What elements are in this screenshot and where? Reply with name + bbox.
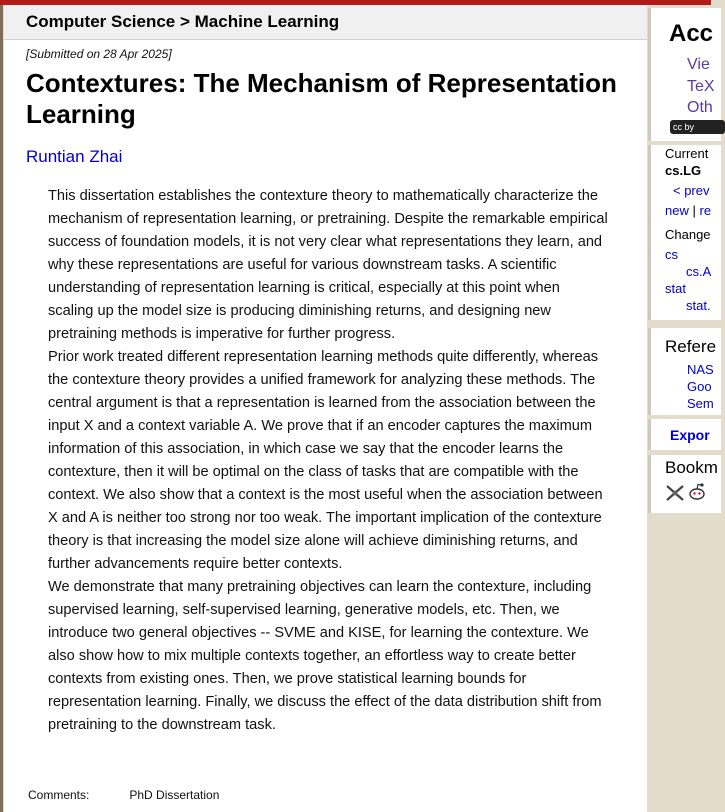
abstract-paragraph: We demonstrate that many pretraining objectives can learn the contexture, including supervised learning, self-supervised learning, generative models, etc. Then, we introduce two general objectives -- SVME and KISE, for learning the contexture. We also show how to mix multiple contexts together, an effortless way to create better contexts from existing ones. Then, we prove statistical learning bounds for representation learning. Finally, we discuss the effect of the data distribution shift from pretraining to the downstream task. [48,579,602,733]
browse-category: cs.LG [665,163,702,178]
main-content [4,5,647,812]
page-title: Contextures: The Mechanism of Representation Learning [26,68,617,129]
view-pdf-link[interactable]: Vie [687,56,710,73]
browse-cat-stat[interactable]: stat [665,281,686,296]
nasa-ads-link[interactable]: NAS [687,362,714,377]
submission-date: [Submitted on 28 Apr 2025] [26,47,172,61]
access-heading: Acc [669,20,714,47]
comments-label: Comments: [28,788,90,802]
sidebar [647,5,718,812]
reddit-icon[interactable] [687,482,707,502]
breadcrumb[interactable]: Computer Science > Machine Learning [4,5,647,40]
comments-row [28,788,219,802]
bookmark-heading: Bookm [665,458,718,477]
references-box [648,328,721,415]
prev-link[interactable]: < prev [673,183,710,198]
abstract-paragraph: This dissertation establishes the contexture theory to mathematically characterize the mechanism of representation learning, or pretraining. Despite the remarkable empirical success of foundation models, it is not very clear what representations they learn, and why these representations are useful for various downstream tasks. A scientific understanding of representation learning is critical, especially at this point when scaling up the model size is producing diminishing returns, and designing new pretraining methods is imperative for further progress. [48,188,608,342]
abstract-paragraph: Prior work treated different representation learning methods quite differently, whereas the contexture theory provides a unified framework for analyzing these methods. The central argument is that a representation is learned from the association between the input X and a context variable A. We prove that if an encoder captures the maximum information of this association, in which case we say that the encoder learns the contexture, then it will be optimal on the class of tasks that are compatible with the context. We also show that a context is the most useful when the association between X and A is neither too strong nor too weak. The important implication of the contexture theory is that increasing the model size alone will achieve diminishing returns, and further advancements require better contexts. [48,349,603,572]
author-link[interactable]: Runtian Zhai [26,147,123,166]
access-paper-box [648,8,721,141]
separator: | [692,203,696,218]
other-formats-link[interactable]: Oth [687,99,713,116]
google-scholar-link[interactable]: Goo [687,379,712,394]
browse-cat-stat-ml[interactable]: stat. [686,298,711,313]
export-bibtex-link[interactable]: Expor [670,427,710,443]
change-browse-label: Change [665,227,711,242]
browse-cat-cs-ai[interactable]: cs.A [686,264,712,279]
bookmark-box [648,455,721,513]
references-heading: Refere [665,337,717,356]
browse-cat-cs[interactable]: cs [665,247,678,262]
window-left-edge [0,5,3,812]
abstract [48,185,608,737]
current-browse-label: Current [665,146,709,161]
browse-context-box [648,145,721,320]
bibsonomy-icon[interactable] [665,484,685,502]
recent-link[interactable]: re [699,203,712,218]
new-recent-links [665,202,711,219]
tex-source-link[interactable]: TeX [687,78,715,95]
new-link[interactable]: new [665,203,689,218]
license-badge[interactable]: cc by [670,120,725,134]
comments-value: PhD Dissertation [129,788,220,802]
export-box [648,419,721,450]
semantic-scholar-link[interactable]: Sem [687,396,714,411]
